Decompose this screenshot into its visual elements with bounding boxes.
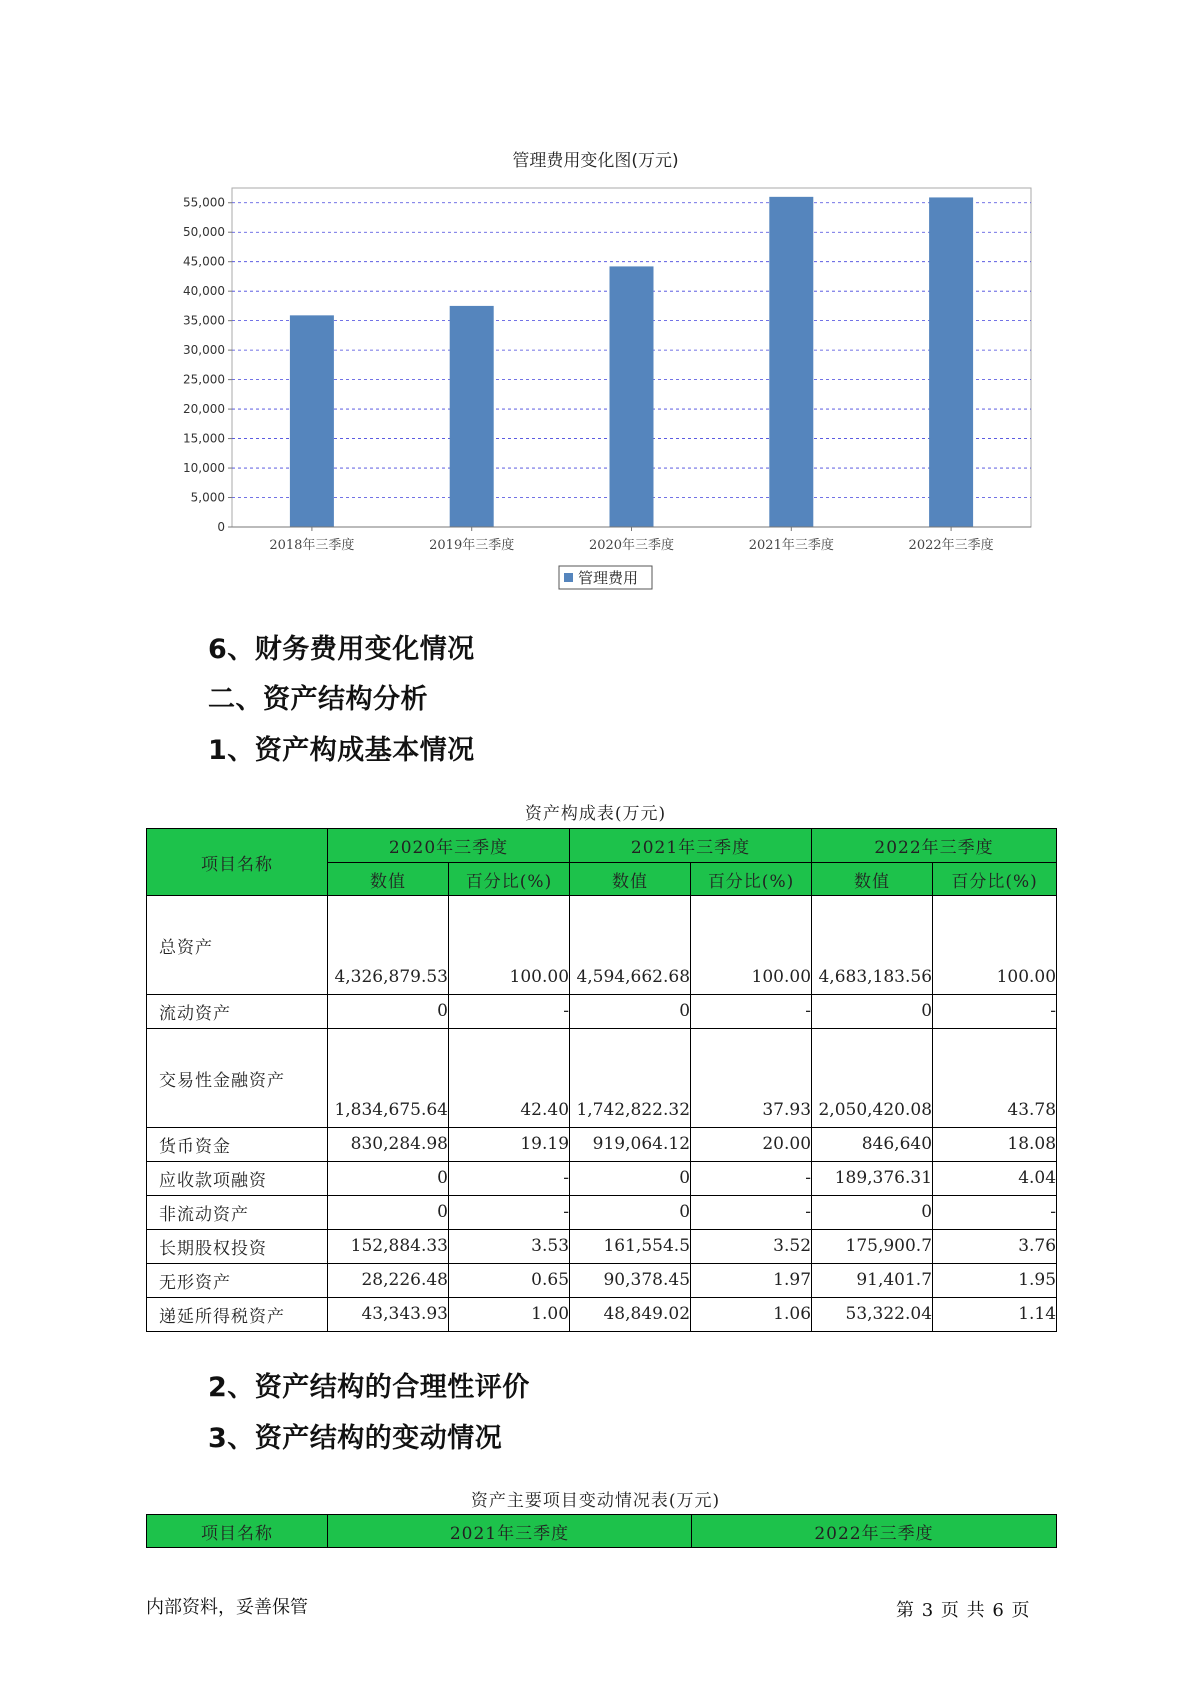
percent-cell: 100.00 [449, 896, 570, 995]
value-cell: 1,742,822.32 [570, 1029, 691, 1128]
table1-period-header: 2021年三季度 [570, 829, 812, 863]
table1-value-header: 数值 [570, 863, 691, 896]
table2-period-header: 2022年三季度 [692, 1515, 1057, 1548]
percent-cell: 3.76 [933, 1230, 1057, 1264]
value-cell: 152,884.33 [328, 1230, 449, 1264]
x-tick-label: 2020年三季度 [588, 538, 675, 553]
value-cell: 161,554.5 [570, 1230, 691, 1264]
value-cell: 90,378.45 [570, 1264, 691, 1298]
value-cell: 0 [812, 995, 933, 1029]
table-row [147, 995, 1057, 1029]
footer-confidential-note: 内部资料，妥善保管 [146, 1597, 308, 1618]
value-cell: 4,683,183.56 [812, 896, 933, 995]
table-row [147, 1264, 1057, 1298]
chart-title: 管理费用变化图(万元) [512, 151, 679, 171]
percent-cell: - [933, 995, 1057, 1029]
table-row [147, 1029, 1057, 1128]
y-tick-label: 55,000 [183, 195, 225, 210]
percent-cell: - [449, 995, 570, 1029]
table1-caption: 资产构成表(万元) [524, 804, 667, 824]
percent-cell: 3.53 [449, 1230, 570, 1264]
row-label: 交易性金融资产 [147, 1029, 328, 1128]
percent-cell: 1.95 [933, 1264, 1057, 1298]
value-cell: 919,064.12 [570, 1128, 691, 1162]
value-cell: 0 [570, 1162, 691, 1196]
percent-cell: 4.04 [933, 1162, 1057, 1196]
percent-cell: 100.00 [933, 896, 1057, 995]
y-tick-label: 10,000 [183, 461, 225, 476]
x-tick-label: 2018年三季度 [269, 538, 355, 553]
x-tick-label: 2019年三季度 [429, 538, 515, 553]
percent-cell: 37.93 [691, 1029, 812, 1128]
value-cell: 53,322.04 [812, 1298, 933, 1332]
y-tick-label: 45,000 [183, 254, 225, 269]
value-cell: 4,594,662.68 [570, 896, 691, 995]
row-label: 应收款项融资 [147, 1162, 328, 1196]
table-row [147, 1196, 1057, 1230]
bar [769, 197, 813, 527]
percent-cell: 1.06 [691, 1298, 812, 1332]
value-cell: 1,834,675.64 [328, 1029, 449, 1128]
legend-label: 管理费用 [578, 569, 639, 587]
percent-cell: 3.52 [691, 1230, 812, 1264]
value-cell: 0 [570, 995, 691, 1029]
value-cell: 48,849.02 [570, 1298, 691, 1332]
value-cell: 189,376.31 [812, 1162, 933, 1196]
row-label: 非流动资产 [147, 1196, 328, 1230]
value-cell: 830,284.98 [328, 1128, 449, 1162]
percent-cell: 0.65 [449, 1264, 570, 1298]
heading-asset-composition: 1、资产构成基本情况 [208, 735, 475, 766]
value-cell: 0 [328, 1196, 449, 1230]
percent-cell: - [449, 1162, 570, 1196]
x-tick-label: 2021年三季度 [748, 538, 834, 553]
table1-pct-header: 百分比(%) [449, 863, 570, 896]
value-cell: 846,640 [812, 1128, 933, 1162]
table-row [147, 1128, 1057, 1162]
value-cell: 0 [812, 1196, 933, 1230]
percent-cell: 1.00 [449, 1298, 570, 1332]
percent-cell: - [691, 995, 812, 1029]
value-cell: 28,226.48 [328, 1264, 449, 1298]
heading-structure-change: 3、资产结构的变动情况 [208, 1423, 503, 1454]
percent-cell: 18.08 [933, 1128, 1057, 1162]
value-cell: 0 [328, 1162, 449, 1196]
table2-period-header: 2021年三季度 [328, 1515, 692, 1548]
table-row [147, 1298, 1057, 1332]
y-tick-label: 20,000 [183, 402, 225, 417]
asset-composition-table [146, 828, 1057, 1332]
value-cell: 0 [570, 1196, 691, 1230]
percent-cell: 100.00 [691, 896, 812, 995]
percent-cell: - [691, 1162, 812, 1196]
heading-finance-expense: 6、财务费用变化情况 [208, 634, 475, 665]
y-tick-label: 50,000 [183, 225, 225, 240]
bar [290, 315, 334, 527]
percent-cell: 1.14 [933, 1298, 1057, 1332]
y-tick-label: 0 [217, 520, 225, 534]
bar [450, 306, 494, 527]
table2-caption: 资产主要项目变动情况表(万元) [470, 1491, 721, 1511]
heading-asset-structure: 二、资产结构分析 [208, 684, 428, 715]
y-tick-label: 25,000 [183, 372, 225, 387]
percent-cell: 1.97 [691, 1264, 812, 1298]
table1-period-header: 2022年三季度 [812, 829, 1057, 863]
table2-name-header: 项目名称 [147, 1515, 328, 1548]
table-row [147, 1230, 1057, 1264]
row-label: 递延所得税资产 [147, 1298, 328, 1332]
value-cell: 175,900.7 [812, 1230, 933, 1264]
percent-cell: 42.40 [449, 1029, 570, 1128]
row-label: 无形资产 [147, 1264, 328, 1298]
asset-change-table [146, 1514, 1057, 1548]
percent-cell: - [691, 1196, 812, 1230]
percent-cell: - [933, 1196, 1057, 1230]
percent-cell: 20.00 [691, 1128, 812, 1162]
table1-pct-header: 百分比(%) [933, 863, 1057, 896]
row-label: 长期股权投资 [147, 1230, 328, 1264]
y-tick-label: 30,000 [183, 343, 225, 358]
row-label: 总资产 [147, 896, 328, 995]
y-tick-label: 5,000 [190, 490, 225, 505]
value-cell: 2,050,420.08 [812, 1029, 933, 1128]
percent-cell: - [449, 1196, 570, 1230]
value-cell: 4,326,879.53 [328, 896, 449, 995]
row-label: 流动资产 [147, 995, 328, 1029]
legend-swatch [564, 573, 573, 582]
heading-structure-evaluation: 2、资产结构的合理性评价 [208, 1372, 530, 1403]
bar [929, 197, 973, 527]
x-tick-label: 2022年三季度 [908, 538, 994, 553]
table1-value-header: 数值 [328, 863, 449, 896]
table1-value-header: 数值 [812, 863, 933, 896]
value-cell: 0 [328, 995, 449, 1029]
table-row [147, 896, 1057, 995]
table1-pct-header: 百分比(%) [691, 863, 812, 896]
management-expense-chart [0, 0, 1191, 600]
y-tick-label: 35,000 [183, 313, 225, 328]
table-row [147, 1162, 1057, 1196]
value-cell: 91,401.7 [812, 1264, 933, 1298]
row-label: 货币资金 [147, 1128, 328, 1162]
bar [610, 266, 654, 527]
footer-page-number: 第 3 页 共 6 页 [896, 1600, 1031, 1621]
percent-cell: 19.19 [449, 1128, 570, 1162]
y-tick-label: 15,000 [183, 431, 225, 446]
table1-period-header: 2020年三季度 [328, 829, 570, 863]
y-tick-label: 40,000 [183, 284, 225, 299]
table1-name-header: 项目名称 [147, 829, 328, 896]
value-cell: 43,343.93 [328, 1298, 449, 1332]
percent-cell: 43.78 [933, 1029, 1057, 1128]
